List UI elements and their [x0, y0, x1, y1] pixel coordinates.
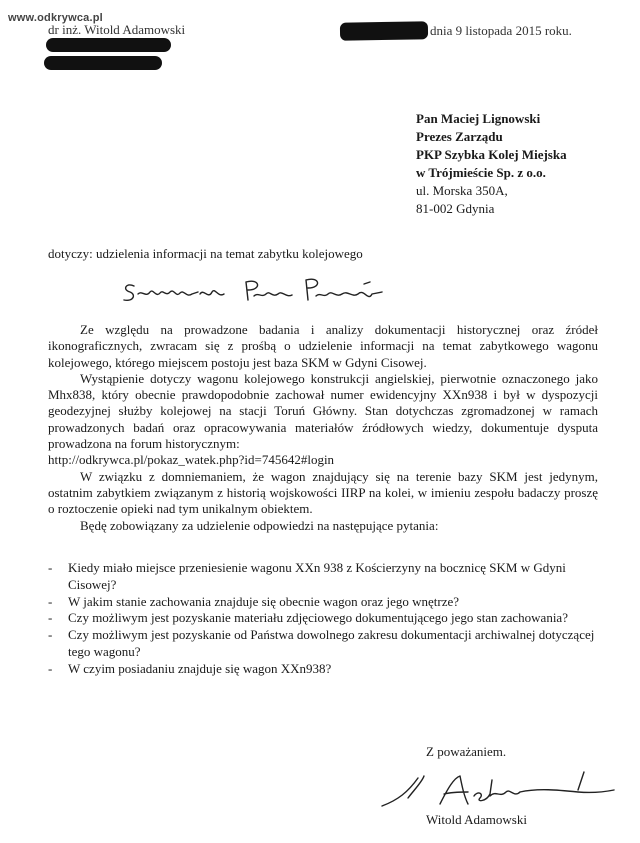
- body-paragraph-3: W związku z domniemaniem, że wagon znajdujący się na terenie bazy SKM jest jedynym, ostatnim zabytkiem związanym z historią wojskowości IIRP na kolei, w imieniu zespołu badaczy proszę o roztoczenie opieki nad tym unikalnym obiektem.: [48, 468, 598, 517]
- body-paragraph-2: Wystąpienie dotyczy wagonu kolejowego konstrukcji angielskiej, pierwotnie oznaczonego jako Mhx838, który obecnie prawdopodobnie zachował numer ewidencyjny XXn938 i był w dyspozycji geodezyjnej służby kolejowej na stacji Toruń Główny. Stan dotychczas zgromadzonej w ramach prowadzonych badań oraz opracowywania materiałów źródłowych wiedzy, dokumentuje dysputa prowadzona na forum historycznym:: [48, 370, 598, 452]
- letter-subject: dotyczy: udzielenia informacji na temat zabytku kolejowego: [48, 246, 363, 261]
- list-item: - Kiedy miało miejsce przeniesienie wagonu XXn 938 z Kościerzyny na bocznicę SKM w Gdyni Cisowej?: [48, 560, 566, 592]
- recipient-city: 81-002 Gdynia: [416, 201, 495, 216]
- redaction-bar-address-2: [44, 56, 162, 70]
- body-paragraph-1: Ze względu na prowadzone badania i analizy dokumentacji historycznej oraz źródeł ikonograficznych, zwracam się z prośbą o udzielenie informacji na temat zabytkowego wagonu kolejowego, którego miejscem postoju jest baza SKM w Gdyni Cisowej.: [48, 322, 598, 370]
- closing-phrase: Z poważaniem.: [426, 744, 507, 759]
- recipient-company: PKP Szybka Kolej Miejska: [416, 147, 567, 162]
- sender-name: dr inż. Witold Adamowski: [48, 22, 186, 37]
- letter-date: dnia 9 listopada 2015 roku.: [430, 23, 572, 38]
- recipient-company-2: w Trójmieście Sp. z o.o.: [416, 165, 546, 180]
- question-list: [48, 560, 608, 678]
- handwritten-salutation: [120, 272, 390, 317]
- forum-link[interactable]: http://odkrywca.pl/pokaz_watek.php?id=745642#login: [48, 452, 335, 468]
- recipient-street: ul. Morska 350A,: [416, 183, 508, 198]
- list-item: - Czy możliwym jest pozyskanie od Państwa dowolnego zakresu dokumentacji archiwalnej dotyczącej tego wagonu?: [48, 627, 595, 659]
- handwritten-signature: [378, 768, 618, 817]
- list-item: - W czyim posiadaniu znajduje się wagon XXn938?: [48, 660, 332, 676]
- redaction-bar-place: [340, 21, 428, 41]
- signer-name: Witold Adamowski: [426, 812, 527, 827]
- recipient-name: Pan Maciej Lignowski: [416, 111, 541, 126]
- redaction-bar-address-1: [46, 38, 171, 52]
- letter-body: [48, 322, 598, 534]
- list-item: - Czy możliwym jest pozyskanie materiału zdjęciowego dokumentującego jego stan zachowania?: [48, 610, 568, 626]
- recipient-block: [416, 110, 567, 218]
- list-item: - W jakim stanie zachowania znajduje się obecnie wagon oraz jego wnętrze?: [48, 593, 460, 609]
- site-watermark: www.odkrywca.pl: [8, 12, 103, 24]
- body-paragraph-4: Będę zobowiązany za udzielenie odpowiedzi na następujące pytania:: [80, 517, 439, 533]
- recipient-title: Prezes Zarządu: [416, 129, 503, 144]
